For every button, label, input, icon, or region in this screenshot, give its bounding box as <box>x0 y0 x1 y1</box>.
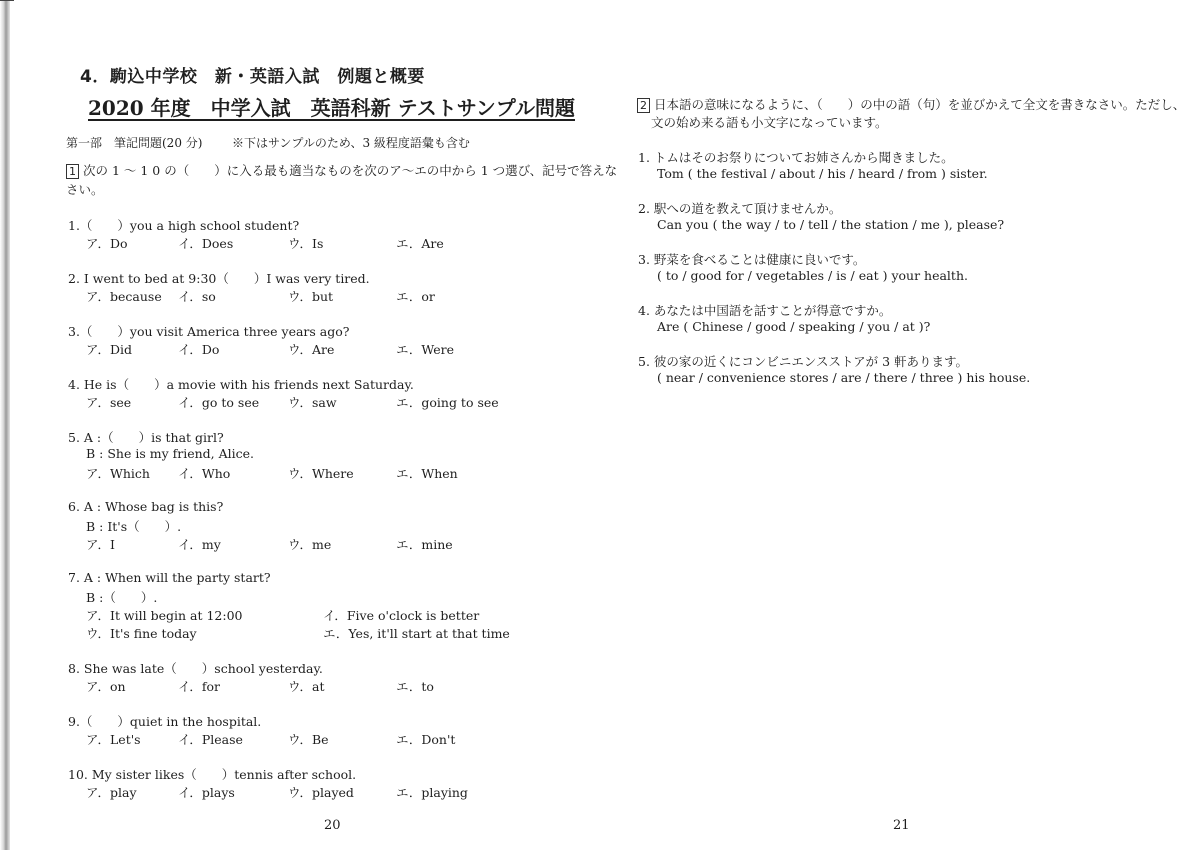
answer-choice: エ．Yes, it'll start at that time <box>323 626 510 641</box>
answer-choice: ウ．Are <box>288 342 335 357</box>
answer-choice: ア．Did <box>86 342 133 357</box>
part-label: 第一部 筆記問題(20 分) <box>66 136 203 150</box>
answer-choice: イ．Who <box>178 466 231 481</box>
answer-choice: ア．see <box>86 395 132 410</box>
question-stem: 3.（ ）you visit America three years ago? <box>68 324 350 339</box>
right-page <box>620 0 1200 849</box>
section-title: 4．駒込中学校 新・英語入試 例題と概要 <box>80 67 425 87</box>
english-reorder-prompt: Tom ( the festival / about / his / heard / from ) sister. <box>657 166 988 181</box>
answer-choice: ウ．Is <box>288 236 324 251</box>
answer-choice: ウ．played <box>288 785 354 800</box>
japanese-sentence: 2. 駅への道を教えて頂けませんか。 <box>638 201 842 216</box>
instruction-text: 次の 1 ～ 1 0 の（ ）に入る最も適当なものを次のア～エの中から 1 つ選び、記号で答えな <box>83 163 618 178</box>
answer-choice: ウ．but <box>288 289 334 304</box>
main-title: 2020 年度 中学入試 英語科新 テストサンプル問題 <box>88 96 575 120</box>
page-number-right: 21 <box>893 818 910 833</box>
part-note: ※下はサンプルのため、3 級程度語彙も含む <box>232 136 470 150</box>
answer-choice: エ．Were <box>396 342 454 357</box>
answer-choice: ア．Let's <box>86 732 141 747</box>
answer-choice: イ．for <box>178 679 221 694</box>
question-set-number-right: 2 <box>637 98 650 113</box>
japanese-sentence: 1. トムはそのお祭りについてお姉さんから聞きました。 <box>638 150 954 165</box>
answer-choice: エ．to <box>396 679 434 694</box>
question-stem: 10. My sister likes（ ）tennis after school. <box>68 767 357 782</box>
question-stem: 5. A :（ ）is that girl? <box>68 430 224 445</box>
answer-choice: イ．Does <box>178 236 234 251</box>
japanese-sentence: 3. 野菜を食べることは健康に良いです。 <box>638 252 866 267</box>
answer-choice: イ．go to see <box>178 395 260 410</box>
answer-choice: イ．my <box>178 537 221 552</box>
answer-choice: イ．plays <box>178 785 235 800</box>
answer-choice: エ．When <box>396 466 458 481</box>
answer-choice: エ．or <box>396 289 435 304</box>
answer-choice: ア．Which <box>86 466 150 481</box>
instruction-line-1 <box>66 161 617 179</box>
answer-choice: ア．I <box>86 537 115 552</box>
answer-choice: ウ．Where <box>288 466 354 481</box>
answer-choice: ア．play <box>86 785 137 800</box>
answer-choice: ウ．Be <box>288 732 329 747</box>
answer-choice: イ．Do <box>178 342 220 357</box>
answer-choice: ア．Do <box>86 236 128 251</box>
instruction-text-right: 日本語の意味になるように、（ ）の中の語（句）を並びかえて全文を書きなさい。ただし、 <box>654 97 1186 112</box>
english-reorder-prompt: Can you ( the way / to / tell / the station / me ), please? <box>657 217 1005 232</box>
english-reorder-prompt: Are ( Chinese / good / speaking / you / at )? <box>657 319 931 334</box>
answer-choice: エ．playing <box>396 785 468 800</box>
answer-choice: エ．mine <box>396 537 453 552</box>
question-stem: 7. A : When will the party start? <box>68 570 271 585</box>
answer-choice: エ．Don't <box>396 732 456 747</box>
answer-choice: ア．It will begin at 12:00 <box>86 608 243 623</box>
english-reorder-prompt: ( near / convenience stores / are / there / three ) his house. <box>657 370 1031 385</box>
answer-choice: ウ．at <box>288 679 325 694</box>
answer-choice: エ．going to see <box>396 395 499 410</box>
answer-choice: イ．so <box>178 289 216 304</box>
instruction-line-1-right <box>637 95 1185 113</box>
question-stem: 1.（ ）you a high school student? <box>68 218 300 233</box>
question-dialog-line: B :（ ）. <box>86 590 158 605</box>
instruction-line-2: さい。 <box>66 182 104 197</box>
question-dialog-line: B : She is my friend, Alice. <box>86 446 254 461</box>
japanese-sentence: 5. 彼の家の近くにコンビニエンスストアが 3 軒あります。 <box>638 354 969 369</box>
japanese-sentence: 4. あなたは中国語を話すことが得意ですか。 <box>638 303 892 318</box>
question-stem: 2. I went to bed at 9:30（ ）I was very tired. <box>68 271 370 286</box>
answer-choice: ウ．saw <box>288 395 337 410</box>
question-dialog-line: B : It's（ ）. <box>86 519 182 534</box>
english-reorder-prompt: ( to / good for / vegetables / is / eat ) your health. <box>657 268 968 283</box>
answer-choice: エ．Are <box>396 236 444 251</box>
question-set-number: 1 <box>66 164 79 179</box>
answer-choice: イ．Five o'clock is better <box>323 608 480 623</box>
answer-choice: ウ．me <box>288 537 332 552</box>
question-stem: 8. She was late（ ）school yesterday. <box>68 661 323 676</box>
question-stem: 6. A : Whose bag is this? <box>68 499 224 514</box>
answer-choice: イ．Please <box>178 732 243 747</box>
answer-choice: ウ．It's fine today <box>86 626 197 641</box>
question-stem: 9.（ ）quiet in the hospital. <box>68 714 262 729</box>
answer-choice: ア．because <box>86 289 162 304</box>
instruction-line-2-right: 文の始め来る語も小文字になっています。 <box>651 115 888 130</box>
page-number-left: 20 <box>324 818 341 833</box>
question-stem: 4. He is（ ）a movie with his friends next Saturday. <box>68 377 414 392</box>
answer-choice: ア．on <box>86 679 126 694</box>
